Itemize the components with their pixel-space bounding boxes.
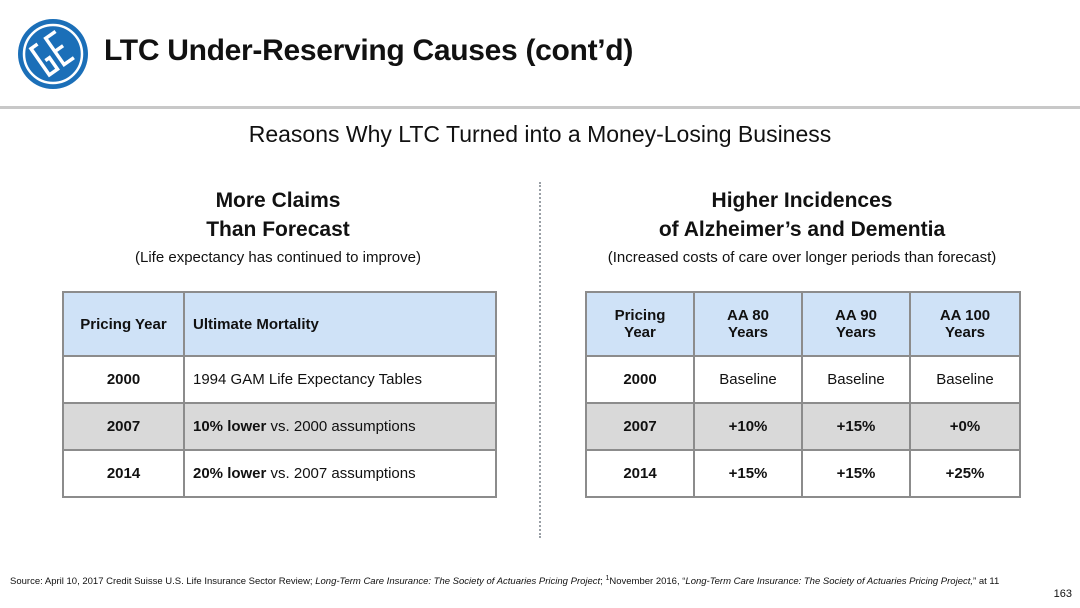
table-row xyxy=(63,450,496,497)
cell-aa-100: Baseline xyxy=(910,356,1020,403)
header-line1: AA 100 xyxy=(939,307,991,324)
header-pricing-year xyxy=(586,292,694,356)
left-panel-heading xyxy=(62,186,494,244)
cell-year: 2014 xyxy=(63,450,184,497)
footnote-mark: 1 xyxy=(605,574,610,582)
header-divider xyxy=(0,106,1080,109)
right-panel-heading xyxy=(585,186,1019,244)
source-prefix: Source: April 10, 2017 Credit Suisse U.S. Life Insurance Sector Review; xyxy=(10,576,316,587)
cell-year: 2000 xyxy=(586,356,694,403)
source-suffix: ” at 11 xyxy=(973,576,1000,587)
cell-mortality xyxy=(184,403,496,450)
header-aa-100 xyxy=(910,292,1020,356)
cell-aa-80: Baseline xyxy=(694,356,802,403)
table-row xyxy=(63,403,496,450)
header-line1: Pricing xyxy=(614,307,666,324)
header-line2: Years xyxy=(835,324,877,341)
table-row xyxy=(586,450,1020,497)
table-row xyxy=(586,403,1020,450)
table-header-row xyxy=(63,292,496,356)
header-aa-80 xyxy=(694,292,802,356)
cell-aa-100: +0% xyxy=(910,403,1020,450)
cell-mortality xyxy=(184,356,496,403)
cell-aa-90: +15% xyxy=(802,450,910,497)
cell-year: 2000 xyxy=(63,356,184,403)
right-heading-line1: Higher Incidences xyxy=(711,189,893,212)
left-panel-note: (Life expectancy has continued to improve) xyxy=(135,249,421,266)
cell-mortality xyxy=(184,450,496,497)
table-row xyxy=(63,356,496,403)
source-title-1: Long-Term Care Insurance: The Society of Actuaries Pricing Project xyxy=(315,576,601,587)
cell-mortality-bold: 10% lower xyxy=(193,418,267,435)
left-heading-line2: Than Forecast xyxy=(206,218,350,241)
cell-mortality-text: vs. 2000 assumptions xyxy=(266,418,416,435)
left-heading-line1: More Claims xyxy=(215,189,341,212)
dementia-table xyxy=(585,291,1021,498)
header-line1: AA 80 xyxy=(727,307,769,324)
table-header-row xyxy=(586,292,1020,356)
cell-year: 2007 xyxy=(63,403,184,450)
cell-year: 2007 xyxy=(586,403,694,450)
cell-mortality-text: vs. 2007 assumptions xyxy=(266,465,416,482)
cell-aa-100: +25% xyxy=(910,450,1020,497)
right-heading-line2: of Alzheimer’s and Dementia xyxy=(658,218,946,241)
source-date: November 2016, “ xyxy=(609,576,686,587)
right-panel-note: (Increased costs of care over longer periods than forecast) xyxy=(607,249,997,266)
page-number: 163 xyxy=(1053,588,1072,600)
slide-subtitle: Reasons Why LTC Turned into a Money-Losing Business xyxy=(248,121,832,147)
header-ultimate-mortality: Ultimate Mortality xyxy=(184,292,496,356)
column-divider xyxy=(539,182,541,538)
ge-logo-icon xyxy=(16,17,90,91)
page-title: LTC Under-Reserving Causes (cont’d) xyxy=(104,34,634,67)
header-line2: Years xyxy=(944,324,986,341)
header-line1: AA 90 xyxy=(835,307,877,324)
cell-aa-80: +10% xyxy=(694,403,802,450)
header-line2: Years xyxy=(727,324,769,341)
cell-mortality-text: 1994 GAM Life Expectancy Tables xyxy=(193,371,423,388)
source-separator: ; xyxy=(600,576,606,587)
cell-aa-90: Baseline xyxy=(802,356,910,403)
cell-aa-80: +15% xyxy=(694,450,802,497)
source-footnote xyxy=(10,575,1030,588)
mortality-table xyxy=(62,291,497,498)
header-aa-90 xyxy=(802,292,910,356)
header-pricing-year: Pricing Year xyxy=(63,292,184,356)
cell-mortality-bold: 20% lower xyxy=(193,465,267,482)
cell-aa-90: +15% xyxy=(802,403,910,450)
header-line2: Year xyxy=(624,324,656,341)
source-title-2: Long-Term Care Insurance: The Society of Actuaries Pricing Project, xyxy=(685,576,974,587)
cell-year: 2014 xyxy=(586,450,694,497)
table-row xyxy=(586,356,1020,403)
